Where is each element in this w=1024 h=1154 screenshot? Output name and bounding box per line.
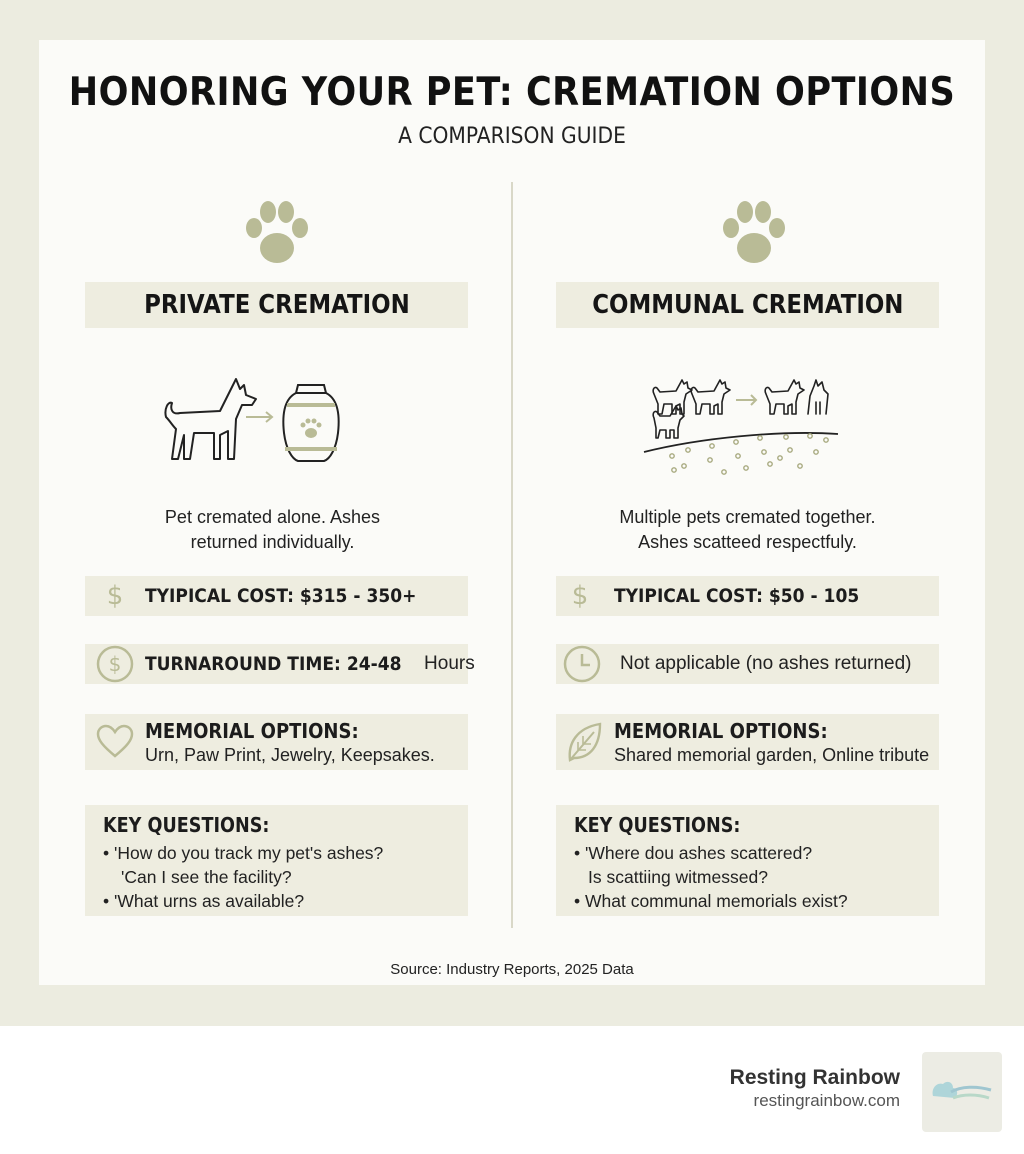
dollar-icon: $: [571, 581, 589, 611]
brand-logo: [922, 1052, 1002, 1132]
communal-description-line-1: Multiple pets cremated together.: [619, 507, 876, 527]
list-item: Is scattiing witmessed?: [588, 867, 768, 887]
svg-text:$: $: [108, 652, 122, 676]
urn-icon: [283, 385, 338, 461]
communal-memorial-value: Shared memorial garden, Online tribute: [614, 744, 930, 765]
private-memorial-label: MEMORIAL OPTIONS:: [145, 718, 359, 743]
leaf-icon: [556, 720, 612, 764]
page-title: HONORING YOUR PET: CREMATION OPTIONS: [68, 70, 956, 115]
arrow-icon: [246, 412, 272, 422]
private-turnaround-row: [85, 644, 475, 684]
communal-memorial-label: MEMORIAL OPTIONS:: [614, 718, 828, 743]
communal-cost-label: TYIPICAL COST: $50 - 105: [614, 585, 860, 607]
paw-icon: [714, 198, 794, 268]
list-item: 'Can I see the facility?: [121, 867, 292, 887]
communal-turnaround-row: [556, 644, 939, 684]
communal-memorial-row: [556, 714, 939, 770]
list-item: • 'How do you track my pet's ashes?: [103, 843, 384, 863]
list-item: • What communal memorials exist?: [574, 891, 848, 911]
private-cost-label: TYIPICAL COST: $315 - 350+: [145, 585, 417, 607]
communal-cremation-header: [556, 282, 939, 328]
ashes-dots: [670, 434, 828, 474]
private-memorial-value: Urn, Paw Print, Jewelry, Keepsakes.: [145, 744, 435, 765]
brand-name: Resting Rainbow: [729, 1066, 900, 1089]
dollar-circle-icon: [85, 644, 145, 684]
arrow-icon: [736, 395, 756, 405]
dog-to-urn-illustration: [160, 375, 350, 467]
paw-icon: [237, 198, 317, 268]
brand-url[interactable]: restingrainbow.com: [753, 1091, 900, 1110]
list-item: • 'Where dou ashes scattered?: [574, 843, 813, 863]
column-divider: [511, 182, 513, 928]
private-key-questions: [85, 805, 468, 916]
clock-icon: [556, 644, 608, 684]
private-turnaround-value: Hours: [424, 653, 475, 674]
private-cremation-title: PRIVATE CREMATION: [143, 290, 410, 320]
communal-key-questions: [556, 805, 939, 916]
private-cost-row: [85, 576, 468, 616]
private-description-line-1: Pet cremated alone. Ashes: [164, 507, 381, 527]
communal-cost-row: [556, 576, 939, 616]
communal-description-line-2: Ashes scatteed respectfuly.: [638, 532, 857, 552]
page-subtitle: A COMPARISON GUIDE: [398, 124, 626, 149]
private-turnaround-label: TURNAROUND TIME: 24-48: [145, 653, 402, 675]
private-description-line-2: returned individually.: [190, 532, 355, 552]
private-key-questions-label: KEY QUESTIONS:: [103, 813, 270, 837]
multiple-pets-illustration: [640, 372, 845, 477]
dollar-icon: $: [106, 581, 124, 611]
communal-key-questions-label: KEY QUESTIONS:: [574, 813, 741, 837]
heart-icon: [85, 724, 145, 760]
list-item: • 'What urns as available?: [103, 891, 305, 911]
dogs-icon: [653, 380, 828, 438]
private-description: [100, 505, 445, 555]
communal-description: [575, 505, 920, 555]
private-cremation-header: [85, 282, 468, 328]
communal-turnaround-value: Not applicable (no ashes returned): [620, 653, 912, 674]
communal-cremation-title: COMMUNAL CREMATION: [591, 290, 904, 320]
source-note: Source: Industry Reports, 2025 Data: [390, 961, 634, 978]
private-memorial-row: [85, 714, 468, 770]
dog-icon: [165, 379, 256, 459]
